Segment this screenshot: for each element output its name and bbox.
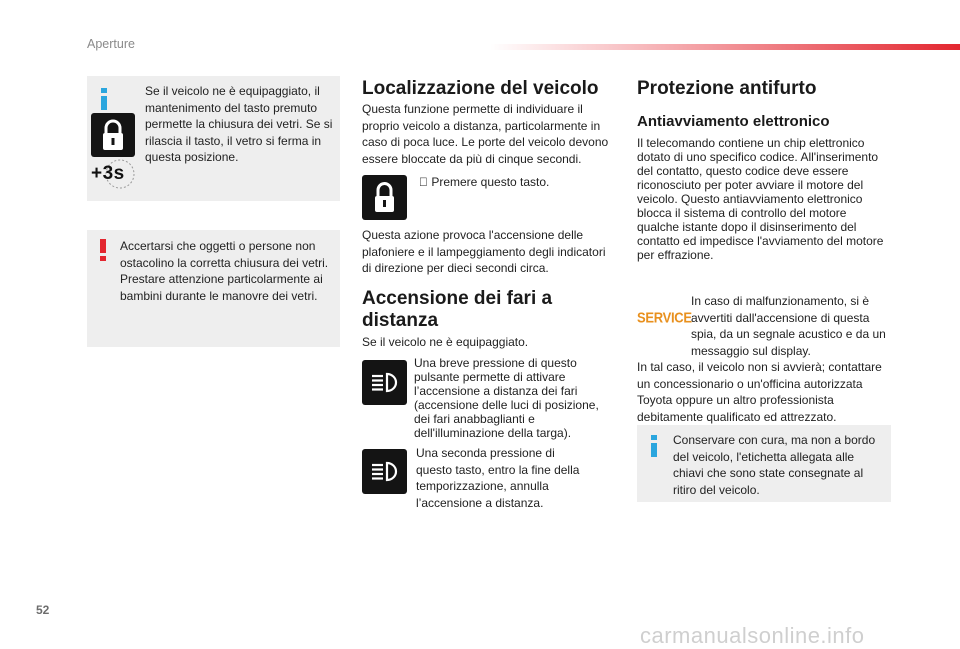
page-number: 52 [36, 603, 50, 617]
locate-vehicle-title: Localizzazione del veicolo [362, 78, 599, 99]
immobilizer-title: Antiavviamento elettronico [637, 113, 830, 130]
contact-dealer-text: In tal caso, il veicolo non si avvierà; contattare un concessionario o un'officina autorizzata Toyota oppure un altro professionista debitamente qualificato ed attrezzato. [637, 360, 882, 424]
keep-label-note-box [637, 425, 891, 502]
remote-lights-title [362, 288, 602, 332]
warning-icon [100, 239, 106, 261]
locate-vehicle-body: Questa funzione permette di individuare il proprio veicolo a distanza, particolarmente in caso di poca luce. Le porte del veicolo devono essere bloccate da più di cinque secondi. [362, 102, 609, 166]
headlight-cancel-button-icon [362, 449, 407, 494]
remote-lights-title-line1: Accensione dei fari a [362, 288, 553, 309]
watermark: carmanualsonline.info [640, 623, 865, 648]
remote-lights-equipped: Se il veicolo ne è equipaggiato. [362, 335, 529, 349]
timer-label: +3s [91, 163, 125, 184]
headlight-first-press-text: Una breve pressione di questo pulsante permette di attivare l’accensione a distanza dei fari (accensione delle luci di posizione, dei fari anabbaglianti e dell'illuminazione della targa). [414, 356, 599, 440]
locate-step-text: Premere questo tasto. [419, 175, 538, 189]
headlight-second-press-text: Una seconda pressione di questo tasto, entro la fine della temporizzazione, annulla l’accensione a distanza. [416, 446, 580, 510]
lock-button-icon [91, 113, 135, 157]
warning-note-text: Accertarsi che oggetti o persone non ostacolino la corretta chiusura dei vetri. Prestare attenzione particolarmente ai bambini durante le manovre dei vetri. [120, 239, 329, 303]
timer-3s-icon [91, 158, 137, 190]
header-accent-bar [490, 44, 960, 50]
locate-lock-button-icon [362, 175, 407, 220]
section-title: Aperture [87, 37, 135, 51]
keep-label-note-text: Conservare con cura, ma non a bordo del veicolo, l'etichetta allegata alle chiavi che sono state consegnate al ritiro del veicolo. [673, 433, 876, 497]
theft-protection-title: Protezione antifurto [637, 78, 817, 99]
service-warning-icon: SERVICE [637, 308, 692, 327]
headlight-button-icon [362, 360, 407, 405]
malfunction-text: In caso di malfunzionamento, si è avvertiti dall'accensione di questa spia, da un segnale acustico e da un messaggio sul display. [691, 294, 886, 358]
locate-result-text: Questa azione provoca l'accensione delle plafoniere e il lampeggiamento degli indicatori di direzione per dieci secondi circa. [362, 228, 606, 275]
immobilizer-body: Il telecomando contiene un chip elettronico dotato di uno specifico codice. All'inserimento del contatto, questo codice deve essere riconosciuto per poter avviare il motore del veicolo. Questo antiavviamento elettronico blocca il sistema di controllo del motore qualche istante dopo il disinserimento del contatto ed impedisce l'avviamento del motore per effrazione. [637, 136, 884, 262]
info-note-box [87, 76, 340, 201]
info-icon [101, 88, 107, 110]
remote-lights-title-line2: distanza [362, 310, 439, 331]
info-icon [651, 435, 657, 457]
warning-note-box [87, 230, 340, 347]
info-note-text: Se il veicolo ne è equipaggiato, il mantenimento del tasto premuto permette la chiusura dei vetri. Se si rilascia il tasto, il vetro si ferma in questa posizione. [145, 84, 333, 164]
